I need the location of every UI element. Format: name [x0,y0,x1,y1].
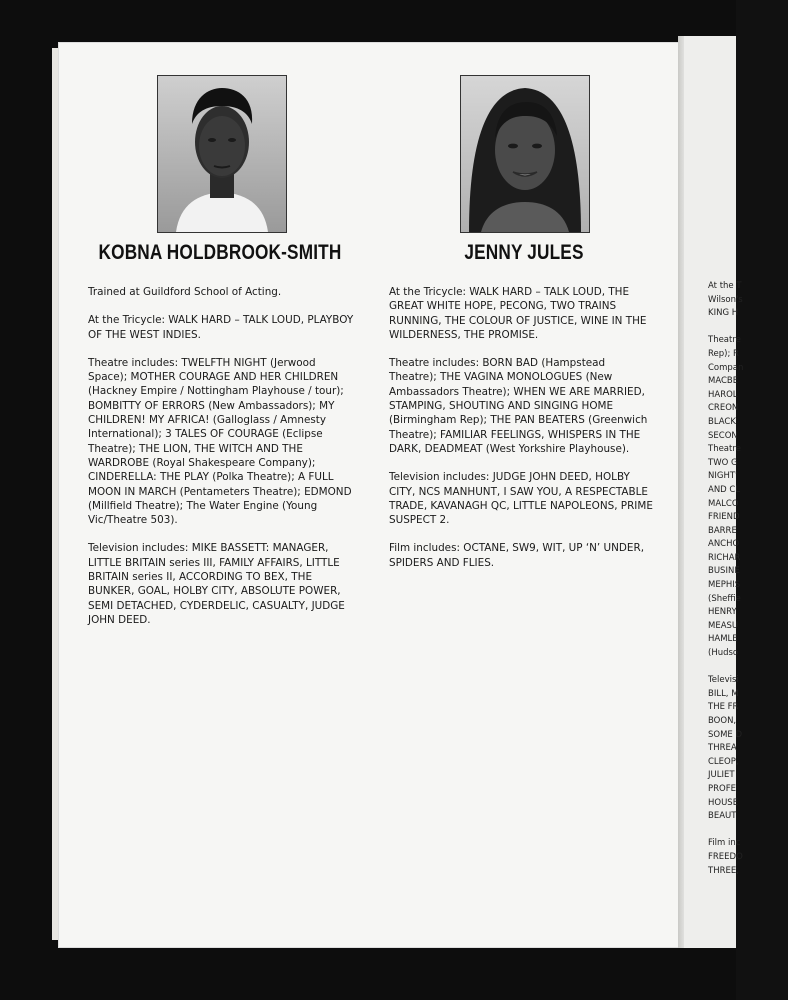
next-page-line: Wilson's [708,294,743,305]
next-page-line: RICHAR [708,552,741,563]
next-page-line: KING H [708,308,739,319]
bio-paragraph: Theatre includes: BORN BAD (Hampstead Theatre); THE VAGINA MONOLOGUES (New Ambassadors Theatre); WHEN WE ARE MARRIED, STAMPING, SHOUTING AND SINGING HOME (Birmingham Rep); THE PAN BEATERS (Greenwich Theatre); FAMILIAR FEELINGS, WHISPERS IN THE DARK, DEADMEAT (West Yorkshire Playhouse). [389,357,648,455]
actor-photo-right [460,75,590,233]
next-page-line: MEASU [708,620,739,631]
next-page-line [708,661,788,675]
bio-paragraph: Trained at Guildford School of Acting. [88,286,282,298]
bio-paragraph: At the Tricycle: WALK HARD – TALK LOUD, PLAYBOY OF THE WEST INDIES. [88,314,354,341]
next-page-line: BOON, [708,716,737,726]
next-page-line: HENRY [708,607,737,618]
next-page-line: JULIET [708,770,735,781]
next-page-line: Theatre [708,444,741,455]
next-page-line: SOME D [708,729,743,740]
actor-bio-right [389,285,655,584]
next-page-line: CREON [708,403,739,414]
next-page-line: Televisi [708,675,739,686]
next-page-line: HAROL [708,389,738,400]
next-page-line: (Hudso [708,648,739,659]
next-page-line: HOUSE [708,797,739,808]
next-page-line: BARRE [708,525,737,536]
next-page-line: BUSINE [708,566,740,577]
next-page-line: AND CL [708,484,741,495]
next-page-line: MACBE [708,376,739,387]
next-page-line: MEPHIS [708,580,741,591]
next-page-line: ANCHO [708,539,740,550]
next-page-line: Compan [708,362,744,373]
next-page-line: At the T [708,281,742,291]
actor-name-right: JENNY JULES [464,241,584,264]
next-page-line: BLACK [708,416,736,427]
actor-photo-left [157,75,287,233]
actor-name-left: KOBNA HOLDBROOK-SMITH [98,241,342,264]
next-page-line [708,321,788,335]
next-page-line: BILL, M [708,688,739,699]
next-page-line: SECON [708,430,738,441]
next-page-line: CLEOP, [708,756,739,767]
bio-paragraph: At the Tricycle: WALK HARD – TALK LOUD, THE GREAT WHITE HOPE, PECONG, TWO TRAINS RUNNING, THE COLOUR OF JUSTICE, WINE IN THE WILDERNESS, THE PROMISE. [389,286,647,341]
next-page-line [708,824,788,838]
bio-paragraph: Television includes: JUDGE JOHN DEED, HOLBY CITY, NCS MANHUNT, I SAW YOU, A RESPECTABLE TRADE, KAVANAGH QC, LITTLE NAPOLEONS, PRIME SUSPECT 2. [389,471,653,527]
bio-paragraph: Television includes: MIKE BASSETT: MANAGER, LITTLE BRITAIN series III, FAMILY AFFAIRS, LITTLE BRITAIN series II, ACCORDING TO BEX, THE BUNKER, GOAL, HOLBY CITY, ABSOLUTE POWER, SEMI DETACHED, CYDERDELIC, CASUALTY, JUDGE JOHN DEED. [88,542,345,626]
next-page-line: BEAUT [708,811,737,822]
bio-paragraph: Theatre includes: TWELFTH NIGHT (Jerwood Space); MOTHER COURAGE AND HER CHILDREN (Hackney Empire / Nottingham Playhouse / tour); BOMBITTY OF ERRORS (New Ambassadors); MY CHILDREN! MY AFRICA! (Galloglass / Amnesty International); 3 TALES OF COURAGE (Eclipse Theatre); THE LION, THE WITCH AND THE WARDROBE (Royal Shakespeare Company); CINDERELLA: THE PLAY (Polka Theatre); A FULL MOON IN MARCH (Pentameters Theatre); EDMOND (Millfield Theatre); The Water Engine (Young Vic/Theatre 503). [88,356,352,527]
next-page-line: FREEDO [708,851,743,862]
next-page-line: THE FR [708,702,739,713]
next-page-line: THREE, [708,865,739,876]
actor-bio-left [88,285,354,641]
next-page-line: MALCO [708,498,739,509]
next-page-line: Theatre [708,335,741,346]
next-page [684,36,744,948]
next-page-line: THREA [708,743,737,754]
next-page-line: Film inc [708,838,741,849]
next-page-text [708,280,788,878]
next-page-line: NIGHT' [708,471,738,482]
next-page-line: HAMLE [708,634,738,645]
next-page-line: TWO G [708,457,738,468]
bio-paragraph: Film includes: OCTANE, SW9, WIT, UP ‘N’ UNDER, SPIDERS AND FLIES. [389,542,645,569]
next-page-line: (Sheffie [708,593,741,604]
next-page-line: FRIEND [708,512,740,523]
next-page-line: Rep); R [708,348,739,359]
next-page-line: PROFE [708,783,736,794]
